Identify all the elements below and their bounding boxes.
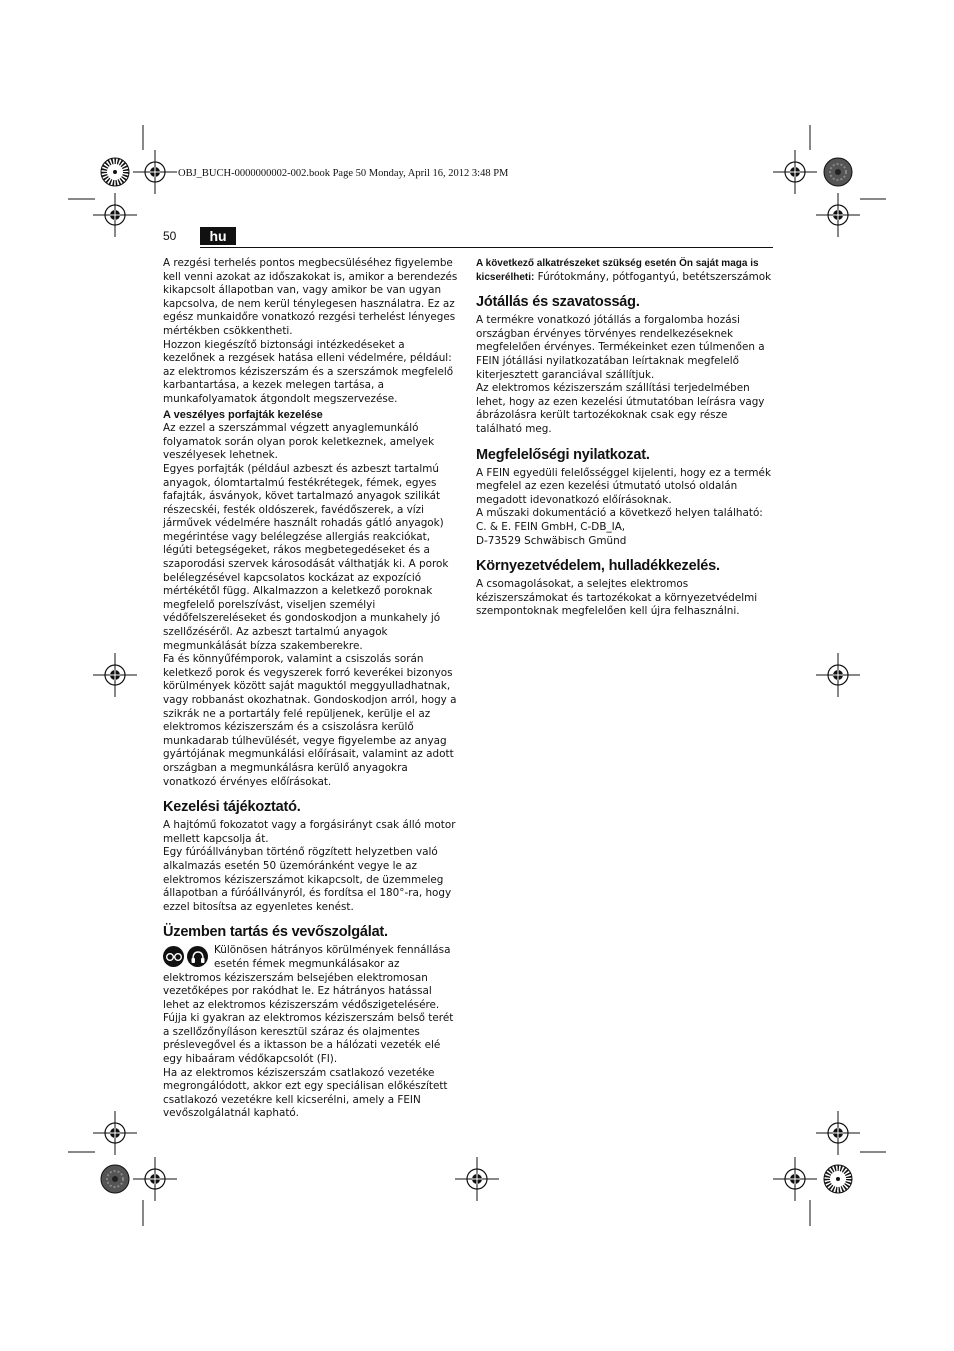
color-calibration-disc-icon (824, 1165, 852, 1193)
dust-paragraph-1: Az ezzel a szerszámmal végzett anyaglemunkáló folyamatok során olyan porok keletkeznek, amelyek veszélyesek lehetnek. (163, 422, 435, 462)
dust-paragraph-3: Fa és könnyűfémporok, valamint a csiszolás során keletkező porok és vegyszerek forró keverékei bizonyos körülmények között saját maguktól meggyulladhatnak, vagy robbanást okozhatnak. Gondoskodjon arról, hogy a szikrák ne a portartály felé repüljenek, kerülje el az elektromos kéziszerszám és a csiszolásra kerülő munkadarab túlhevülését, vegye figyelembe az anyag gyártójának megmunkálási előírásait, valamint az adott országban a megmunkálásra kerülő anyagokra vonatkozó érvényes előírásokat. (163, 653, 457, 788)
registration-mark-icon (133, 1157, 177, 1201)
registration-mark-icon (93, 1111, 137, 1155)
maintenance-paragraph-1: Különösen hátrányos körülmények fennállása esetén fémek megmunkálásakor az elektromos kéziszerszám belsejében elektromosan vezetőképes por rakódhat le. Ez hátrányos hatással lehet az elektromos kéziszerszám védőszigetelésére. Fújja ki gyakran az elektromos kéziszerszám belső terét a szellőzőnyíláson keresztül száraz és olajmentes préslevegővel és a iktasson be a hálózati vezeték elé egy hibaáram védőkapcsolót (FI). (163, 944, 454, 1066)
vibration-paragraph-2: Hozzon kiegészítő biztonsági intézkedéseket a kezelőnek a rezgések hatása elleni védelmére, például: az elektromos kéziszerszám és a szerszámok megfelelő karbantartása, a kezek melegen tartása, a munkafolyamatok átgondolt megszervezése. (163, 338, 454, 405)
header-rule (200, 247, 773, 248)
color-calibration-disc-icon (101, 158, 129, 186)
warranty-heading: Jótállás és szavatosság. (476, 294, 640, 311)
left-column (163, 257, 459, 1121)
ear-protection-icon (187, 946, 208, 967)
warranty-paragraph-2: Az elektromos kéziszerszám szállítási terjedelmében lehet, hogy az ezen kezelési útmutatóban leírásra vagy ábrázolásra került tartozékoknak csak egy része található meg. (476, 382, 765, 435)
conformity-address-2: D-73529 Schwäbisch Gmünd (476, 534, 627, 547)
operation-paragraph-2: Egy fúróállványban történő rögzített helyzetben való alkalmazás esetén 50 üzemóránként vegye le az elektromos kéziszerszámot kikapcsolt, de üzemmeleg állapotban a fúróállványról, és fordítsa el 180°-ra, hogy ezzel bitosítsa az egyenletes kenést. (163, 846, 452, 913)
warranty-paragraph-1: A termékre vonatkozó jótállás a forgalomba hozási országban érvényes törvényes rendelkezéseknek megfelelően érvényes. Termékeinket ezen túlmenően a FEIN jótállási nyilatkozatában leírtaknak megfelelő kiterjesztett garanciával szállítjuk. (476, 314, 765, 381)
parts-intro-rest: Fúrótokmány, pótfogantyú, betétszerszámok (534, 270, 772, 283)
environment-heading: Környezetvédelem, hulladékkezelés. (476, 558, 720, 575)
environment-paragraph: A csomagolásokat, a selejtes elektromos kéziszerszámokat és tartozékokat a környezetvédelmi szempontoknak megfelelően kell újra felhasználni. (476, 578, 758, 618)
registration-mark-icon (816, 193, 860, 237)
parts-paragraph (476, 257, 772, 284)
operation-heading: Kezelési tájékoztató. (163, 799, 301, 816)
safety-symbols (163, 946, 208, 967)
parts-intro-bold: A következő alkatrészeket szükség esetén Ön saját maga is kicserélheti: (476, 258, 759, 283)
maintenance-heading: Üzemben tartás és vevőszolgálat. (163, 924, 388, 941)
safety-goggles-icon (163, 946, 184, 967)
registration-mark-icon (455, 1157, 499, 1201)
registration-mark-icon (816, 653, 860, 697)
right-column (476, 257, 772, 619)
maintenance-paragraph-2: Ha az elektromos kéziszerszám csatlakozó vezetéke megrongálódott, akkor ezt egy speciálisan előkészített csatlakozó vezetékre kell kicserélni, amely a FEIN vevőszolgálatnál kapható. (163, 1066, 448, 1120)
language-tag: hu (200, 227, 236, 245)
conformity-heading: Megfelelőségi nyilatkozat. (476, 446, 650, 463)
registration-mark-icon (133, 150, 177, 194)
color-calibration-disc-icon (101, 1165, 129, 1193)
color-calibration-disc-icon (824, 158, 852, 186)
registration-mark-icon (773, 1157, 817, 1201)
registration-mark-icon (816, 1111, 860, 1155)
conformity-paragraph-1: A FEIN egyedüli felelősséggel kijelenti, hogy ez a termék megfelel az ezen kezelési útmutató utolsó oldalán megadott idevonatkozó előírásoknak. (476, 466, 771, 506)
dust-paragraph-2: Egyes porfajták (például azbeszt és azbeszt tartalmú anyagok, ólomtartalmú festékrétegek, fémek, egyes fafajták, ásványok, követ tartalmazó anyagok szilikát részecskéi, festék oldószerek, favédőszerek, a vízi járművek védelmére használt rohadás gátló anyagok) megérintése vagy belélegzése allergiás reakciókat, légúti betegségeket, rákos megbetegedéseket és a szaporodási szervek károsodását válthatják ki. A porok belélegzésével kapcsolatos kockázat az expozíció mértékétől függ. Alkalmazzon a keletkező poroknak megfelelő porelszívást, viseljen személyi védőfelszereléseket és gondoskodjon a munkahely jó szellőzéséről. Az azbeszt tartalmú anyagok megmunkálását bízza szakemberekre. (163, 462, 449, 652)
conformity-paragraph-2: A műszaki dokumentáció a következő helyen található: (476, 507, 763, 520)
operation-paragraph-1: A hajtómű fokozatot vagy a forgásirányt csak álló motor mellett kapcsolja át. (163, 819, 456, 845)
vibration-paragraph-1: A rezgési terhelés pontos megbecsüléséhez figyelembe kell venni azokat az időszakokat is, amikor a berendezés kikapcsolt állapotban van, vagy amikor be van ugyan kapcsolva, de nem kerül ténylegesen használatra. Ez az egész munkaidőre vonatkozó rezgési terhelést lényeges mértékben csökkentheti. (163, 257, 458, 337)
registration-mark-icon (93, 193, 137, 237)
page-number: 50 (163, 229, 177, 243)
registration-mark-icon (773, 150, 817, 194)
registration-mark-icon (93, 653, 137, 697)
file-header: OBJ_BUCH-0000000002-002.book Page 50 Monday, April 16, 2012 3:48 PM (178, 168, 509, 179)
maintenance-block (163, 944, 459, 1066)
dust-heading: A veszélyes porfajták kezelése (163, 408, 323, 421)
conformity-address-1: C. & E. FEIN GmbH, C-DB_IA, (476, 520, 626, 533)
